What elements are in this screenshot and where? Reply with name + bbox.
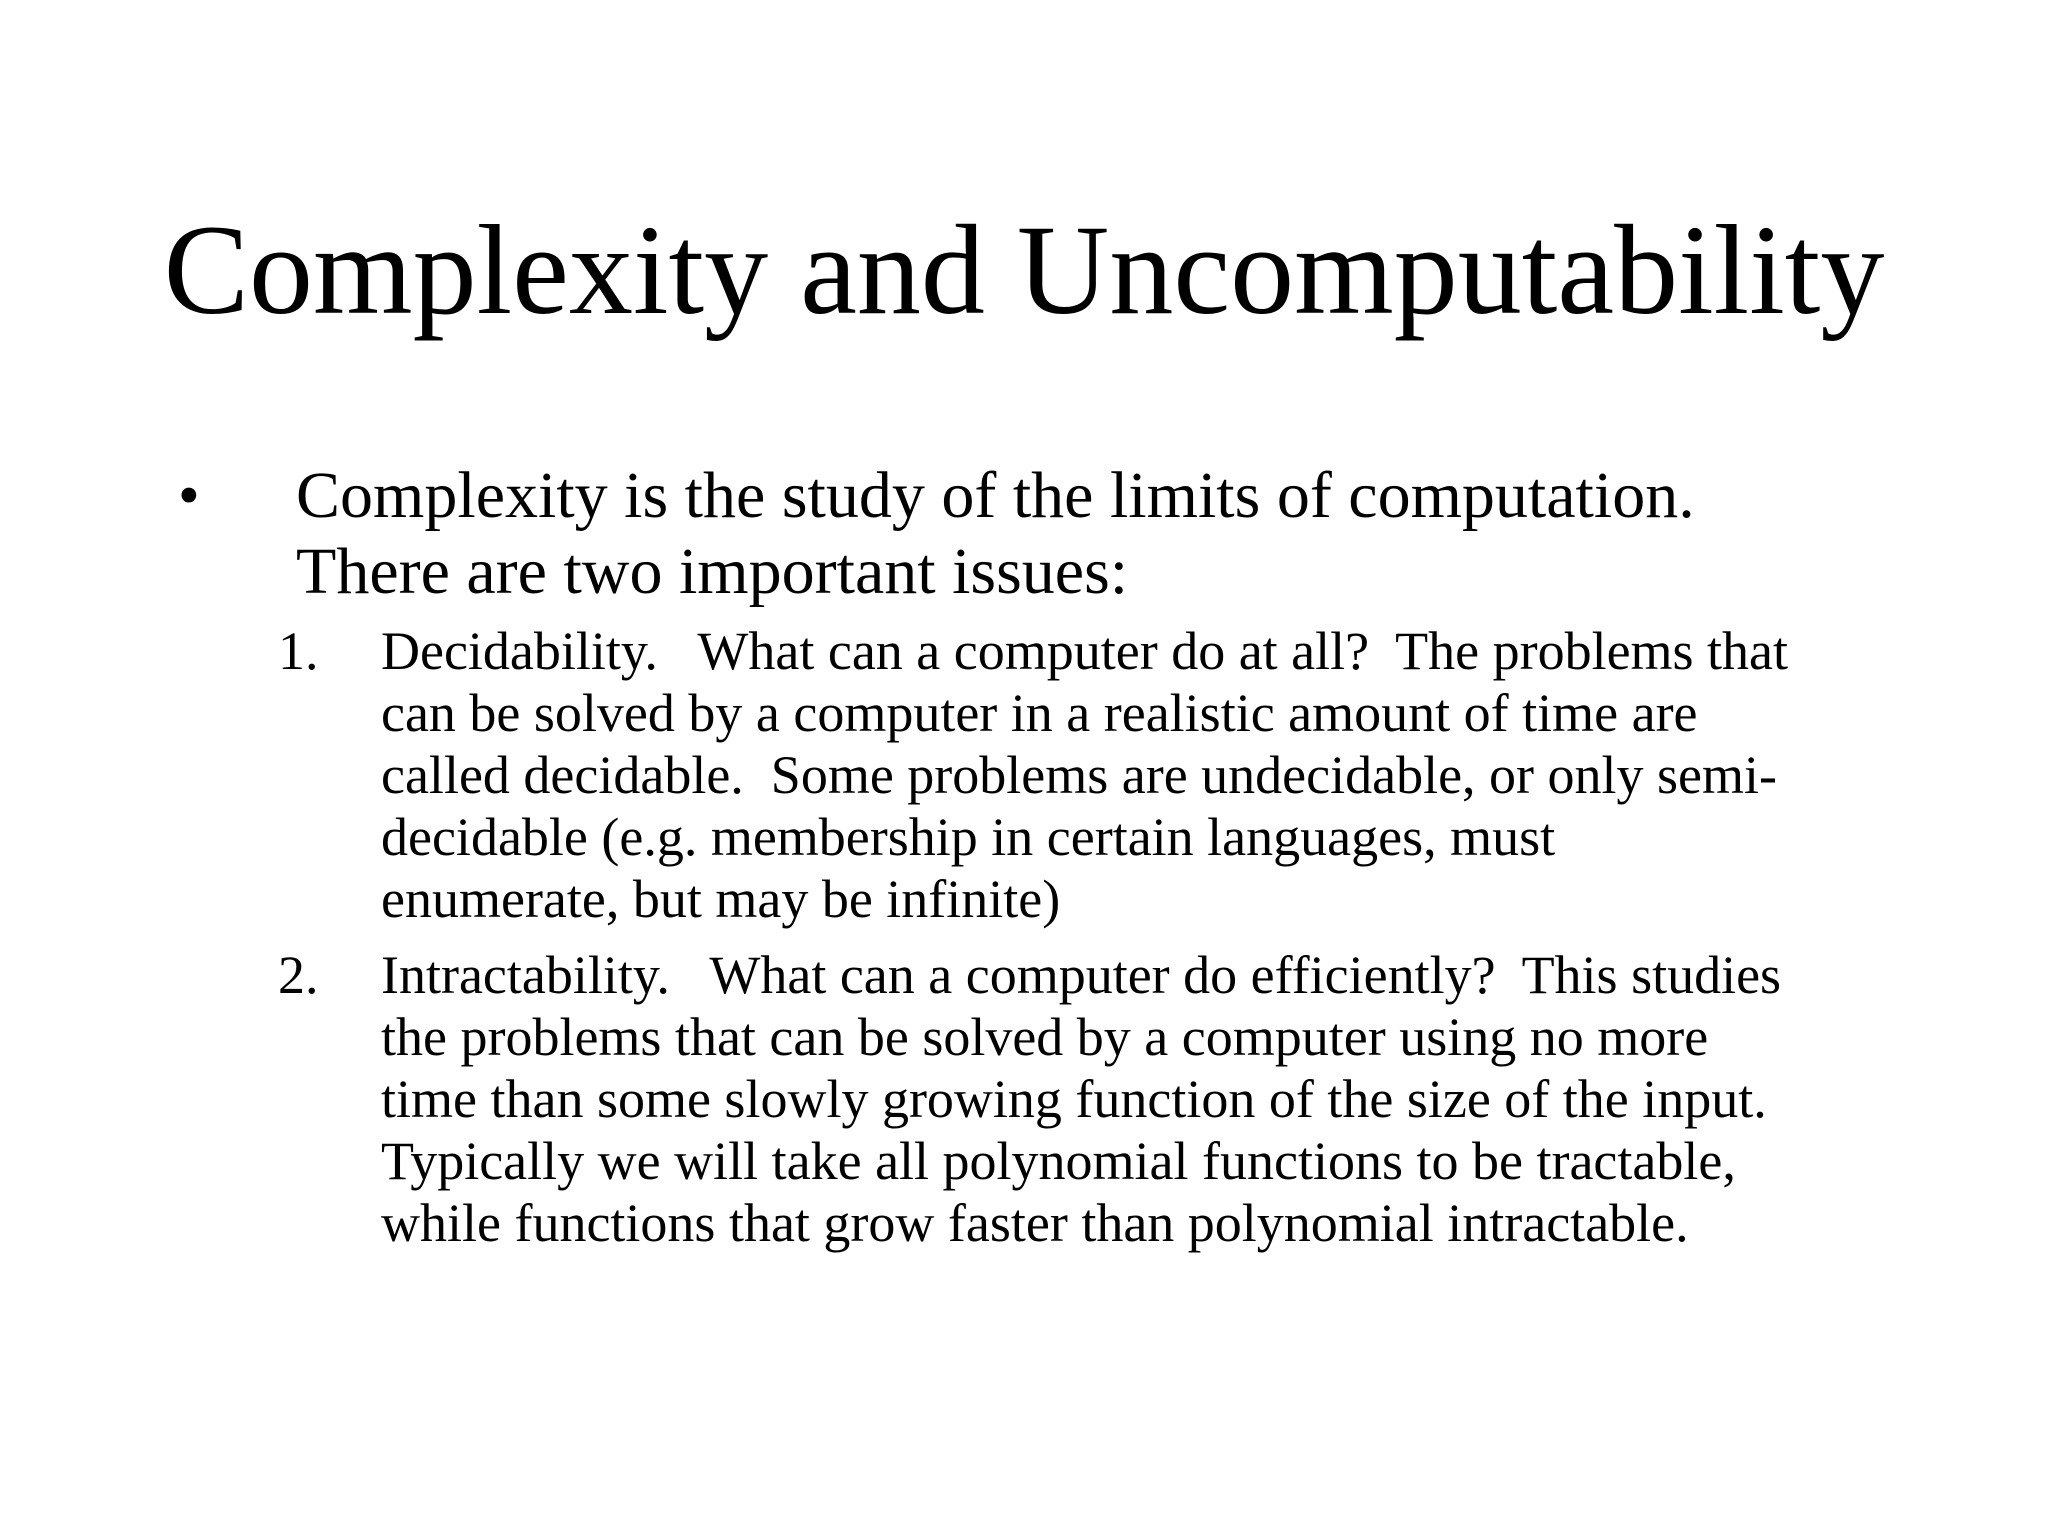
list-item-line: Typically we will take all polynomial functions to be tractable,	[381, 1131, 1736, 1191]
bullet-icon: •	[178, 462, 200, 530]
list-item-line: decidable (e.g. membership in certain languages, must	[381, 807, 1556, 867]
bullet-line: There are two important issues:	[296, 535, 1129, 608]
list-item-line: time than some slowly growing function of the size of the input.	[381, 1069, 1767, 1129]
bullet-line: Complexity is the study of the limits of computation.	[296, 459, 1695, 532]
bullet-text	[296, 458, 1695, 610]
list-item-decidability	[381, 620, 1788, 930]
list-item-line: the problems that can be solved by a computer using no more	[381, 1007, 1709, 1067]
list-item-line: Intractability. What can a computer do efficiently? This studies	[381, 945, 1782, 1005]
list-item-line: while functions that grow faster than polynomial intractable.	[381, 1193, 1689, 1253]
list-item-intractability	[381, 944, 1781, 1254]
list-item-line: enumerate, but may be infinite)	[381, 869, 1061, 929]
slide-title: Complexity and Uncomputability	[163, 199, 1885, 341]
list-item-line: can be solved by a computer in a realistic amount of time are	[381, 683, 1698, 743]
list-item-line: Decidability. What can a computer do at all? The problems that	[381, 621, 1789, 681]
list-item-line: called decidable. Some problems are undecidable, or only semi-	[381, 745, 1778, 805]
list-item-number: 2.	[278, 945, 319, 1005]
list-item-number: 1.	[278, 621, 319, 681]
